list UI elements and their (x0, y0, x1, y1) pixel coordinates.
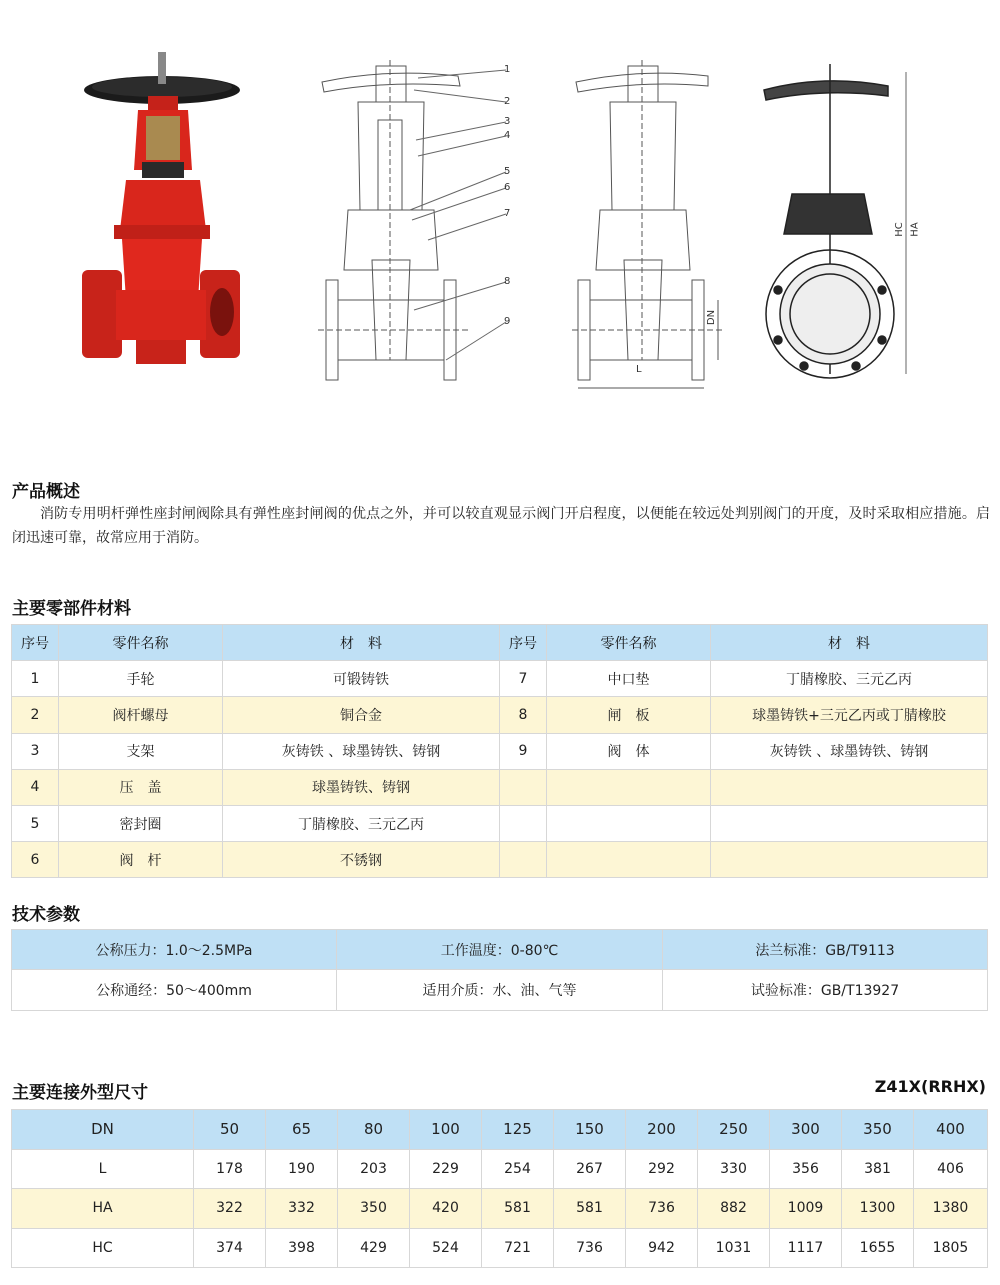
table-row (12, 1228, 988, 1268)
parts-cell (500, 842, 547, 878)
parts-header: 序号 (12, 625, 59, 661)
parts-cell: 阀杆螺母 (59, 697, 223, 733)
dim-cell: 150 (554, 1110, 626, 1150)
dim-cell: 406 (914, 1149, 988, 1189)
parts-cell (547, 842, 711, 878)
tech-title: 技术参数 (12, 905, 80, 925)
parts-cell: 手轮 (59, 661, 223, 697)
table-row (12, 970, 988, 1011)
table-row (12, 842, 988, 878)
parts-cell: 支架 (59, 733, 223, 769)
tech-cell: 适用介质：水、油、气等 (337, 970, 663, 1011)
dimension-table (11, 1109, 988, 1268)
overview-title: 产品概述 (12, 482, 80, 502)
callout-3: 3 (504, 116, 511, 127)
dim-cell: 736 (554, 1228, 626, 1268)
overview-text: 消防专用明杆弹性座封闸阀除具有弹性座封闸阀的优点之外，并可以较直观显示阀门开启程度，以便能在较远处判别阀门的开度，及时采取相应措施。启闭迅速可靠，故常应用于消防。 (12, 506, 990, 546)
dim-label-l: L (636, 364, 642, 375)
dim-cell: 736 (626, 1189, 698, 1229)
dim-cell: 942 (626, 1228, 698, 1268)
parts-cell (711, 842, 988, 878)
parts-cell: 丁腈橡胶、三元乙丙 (711, 661, 988, 697)
parts-header: 材 料 (711, 625, 988, 661)
parts-cell: 2 (12, 697, 59, 733)
dim-cell: 350 (338, 1189, 410, 1229)
dim-cell: 254 (482, 1149, 554, 1189)
dim-cell: 332 (266, 1189, 338, 1229)
product-figures (0, 40, 1000, 400)
dim-cell: 203 (338, 1149, 410, 1189)
table-row (12, 1110, 988, 1150)
parts-header: 序号 (500, 625, 547, 661)
callout-6: 6 (504, 182, 511, 193)
table-row (12, 930, 988, 970)
dim-cell: 100 (410, 1110, 482, 1150)
table-row (12, 733, 988, 769)
parts-cell: 3 (12, 733, 59, 769)
table-row (12, 805, 988, 841)
callout-7: 7 (504, 208, 511, 219)
tech-cell: 法兰标准：GB/T9113 (663, 930, 988, 970)
parts-header: 材 料 (223, 625, 500, 661)
callout-5: 5 (504, 166, 511, 177)
table-row (12, 661, 988, 697)
dim-cell: 581 (554, 1189, 626, 1229)
parts-header: 零件名称 (547, 625, 711, 661)
table-row (12, 1149, 988, 1189)
parts-header-row (12, 625, 988, 661)
dim-cell: 420 (410, 1189, 482, 1229)
table-row (12, 697, 988, 733)
callout-9: 9 (504, 316, 511, 327)
dim-label-ha: HA (909, 222, 921, 237)
dim-cell: 229 (410, 1149, 482, 1189)
dim-row-label: HA (12, 1189, 194, 1229)
tech-cell: 公称压力：1.0～2.5MPa (12, 930, 337, 970)
parts-cell: 可锻铸铁 (223, 661, 500, 697)
dim-cell: 721 (482, 1228, 554, 1268)
parts-cell: 球墨铸铁+三元乙丙或丁腈橡胶 (711, 697, 988, 733)
parts-cell: 4 (12, 769, 59, 805)
callout-2: 2 (504, 96, 511, 107)
dim-cell: 400 (914, 1110, 988, 1150)
callout-8: 8 (504, 276, 511, 287)
parts-cell: 阀 体 (547, 733, 711, 769)
model-code: Z41X(RRHX) (874, 1077, 986, 1096)
dimension-drawing (572, 60, 732, 400)
dim-cell: 292 (626, 1149, 698, 1189)
dim-cell: 581 (482, 1189, 554, 1229)
dim-label-dn: DN (706, 309, 718, 326)
parts-title: 主要零部件材料 (12, 599, 131, 619)
dim-cell: 429 (338, 1228, 410, 1268)
dim-cell: 322 (194, 1189, 266, 1229)
dim-cell: 178 (194, 1149, 266, 1189)
dim-cell: 398 (266, 1228, 338, 1268)
parts-cell: 1 (12, 661, 59, 697)
parts-cell (711, 805, 988, 841)
dim-cell: 50 (194, 1110, 266, 1150)
dim-cell: 1380 (914, 1189, 988, 1229)
dim-cell: 1300 (842, 1189, 914, 1229)
dim-cell: 65 (266, 1110, 338, 1150)
parts-cell: 中口垫 (547, 661, 711, 697)
tech-cell: 试验标准：GB/T13927 (663, 970, 988, 1011)
parts-cell: 密封圈 (59, 805, 223, 841)
parts-cell: 铜合金 (223, 697, 500, 733)
dim-cell: 80 (338, 1110, 410, 1150)
parts-cell: 6 (12, 842, 59, 878)
parts-cell: 不锈钢 (223, 842, 500, 878)
parts-cell: 5 (12, 805, 59, 841)
dim-row-label: L (12, 1149, 194, 1189)
callout-4: 4 (504, 130, 511, 141)
table-row (12, 1189, 988, 1229)
dim-cell: 1117 (770, 1228, 842, 1268)
table-row (12, 769, 988, 805)
dim-cell: 1031 (698, 1228, 770, 1268)
dim-cell: 374 (194, 1228, 266, 1268)
dim-label-hc: HC (893, 222, 905, 237)
tech-cell: 工作温度：0-80℃ (337, 930, 663, 970)
dim-cell: 524 (410, 1228, 482, 1268)
dim-cell: 267 (554, 1149, 626, 1189)
parts-cell (547, 805, 711, 841)
tech-table (11, 929, 988, 1011)
parts-cell: 丁腈橡胶、三元乙丙 (223, 805, 500, 841)
dim-cell: 125 (482, 1110, 554, 1150)
parts-cell: 闸 板 (547, 697, 711, 733)
dim-cell: 1805 (914, 1228, 988, 1268)
parts-cell: 压 盖 (59, 769, 223, 805)
dim-cell: 1009 (770, 1189, 842, 1229)
parts-header: 零件名称 (59, 625, 223, 661)
parts-cell: 9 (500, 733, 547, 769)
dim-row-label: HC (12, 1228, 194, 1268)
tech-cell: 公称通经：50～400mm (12, 970, 337, 1011)
dim-cell: 356 (770, 1149, 842, 1189)
cross-section-drawing (318, 60, 548, 400)
dim-row-label: DN (12, 1110, 194, 1150)
parts-cell (547, 769, 711, 805)
parts-cell (711, 769, 988, 805)
valve-photo (76, 50, 246, 390)
parts-cell: 阀 杆 (59, 842, 223, 878)
dim-cell: 381 (842, 1149, 914, 1189)
dim-cell: 1655 (842, 1228, 914, 1268)
parts-table (11, 624, 988, 878)
parts-cell (500, 769, 547, 805)
dim-cell: 350 (842, 1110, 914, 1150)
dim-cell: 200 (626, 1110, 698, 1150)
dim-cell: 300 (770, 1110, 842, 1150)
parts-cell (500, 805, 547, 841)
dim-cell: 330 (698, 1149, 770, 1189)
dim-cell: 882 (698, 1189, 770, 1229)
parts-cell: 灰铸铁 、球墨铸铁、铸钢 (711, 733, 988, 769)
parts-cell: 7 (500, 661, 547, 697)
parts-cell: 8 (500, 697, 547, 733)
dim-cell: 190 (266, 1149, 338, 1189)
parts-cell: 球墨铸铁、铸钢 (223, 769, 500, 805)
dim-cell: 250 (698, 1110, 770, 1150)
callout-1: 1 (504, 64, 511, 75)
parts-cell: 灰铸铁 、球墨铸铁、铸钢 (223, 733, 500, 769)
dims-title: 主要连接外型尺寸 (12, 1083, 148, 1103)
